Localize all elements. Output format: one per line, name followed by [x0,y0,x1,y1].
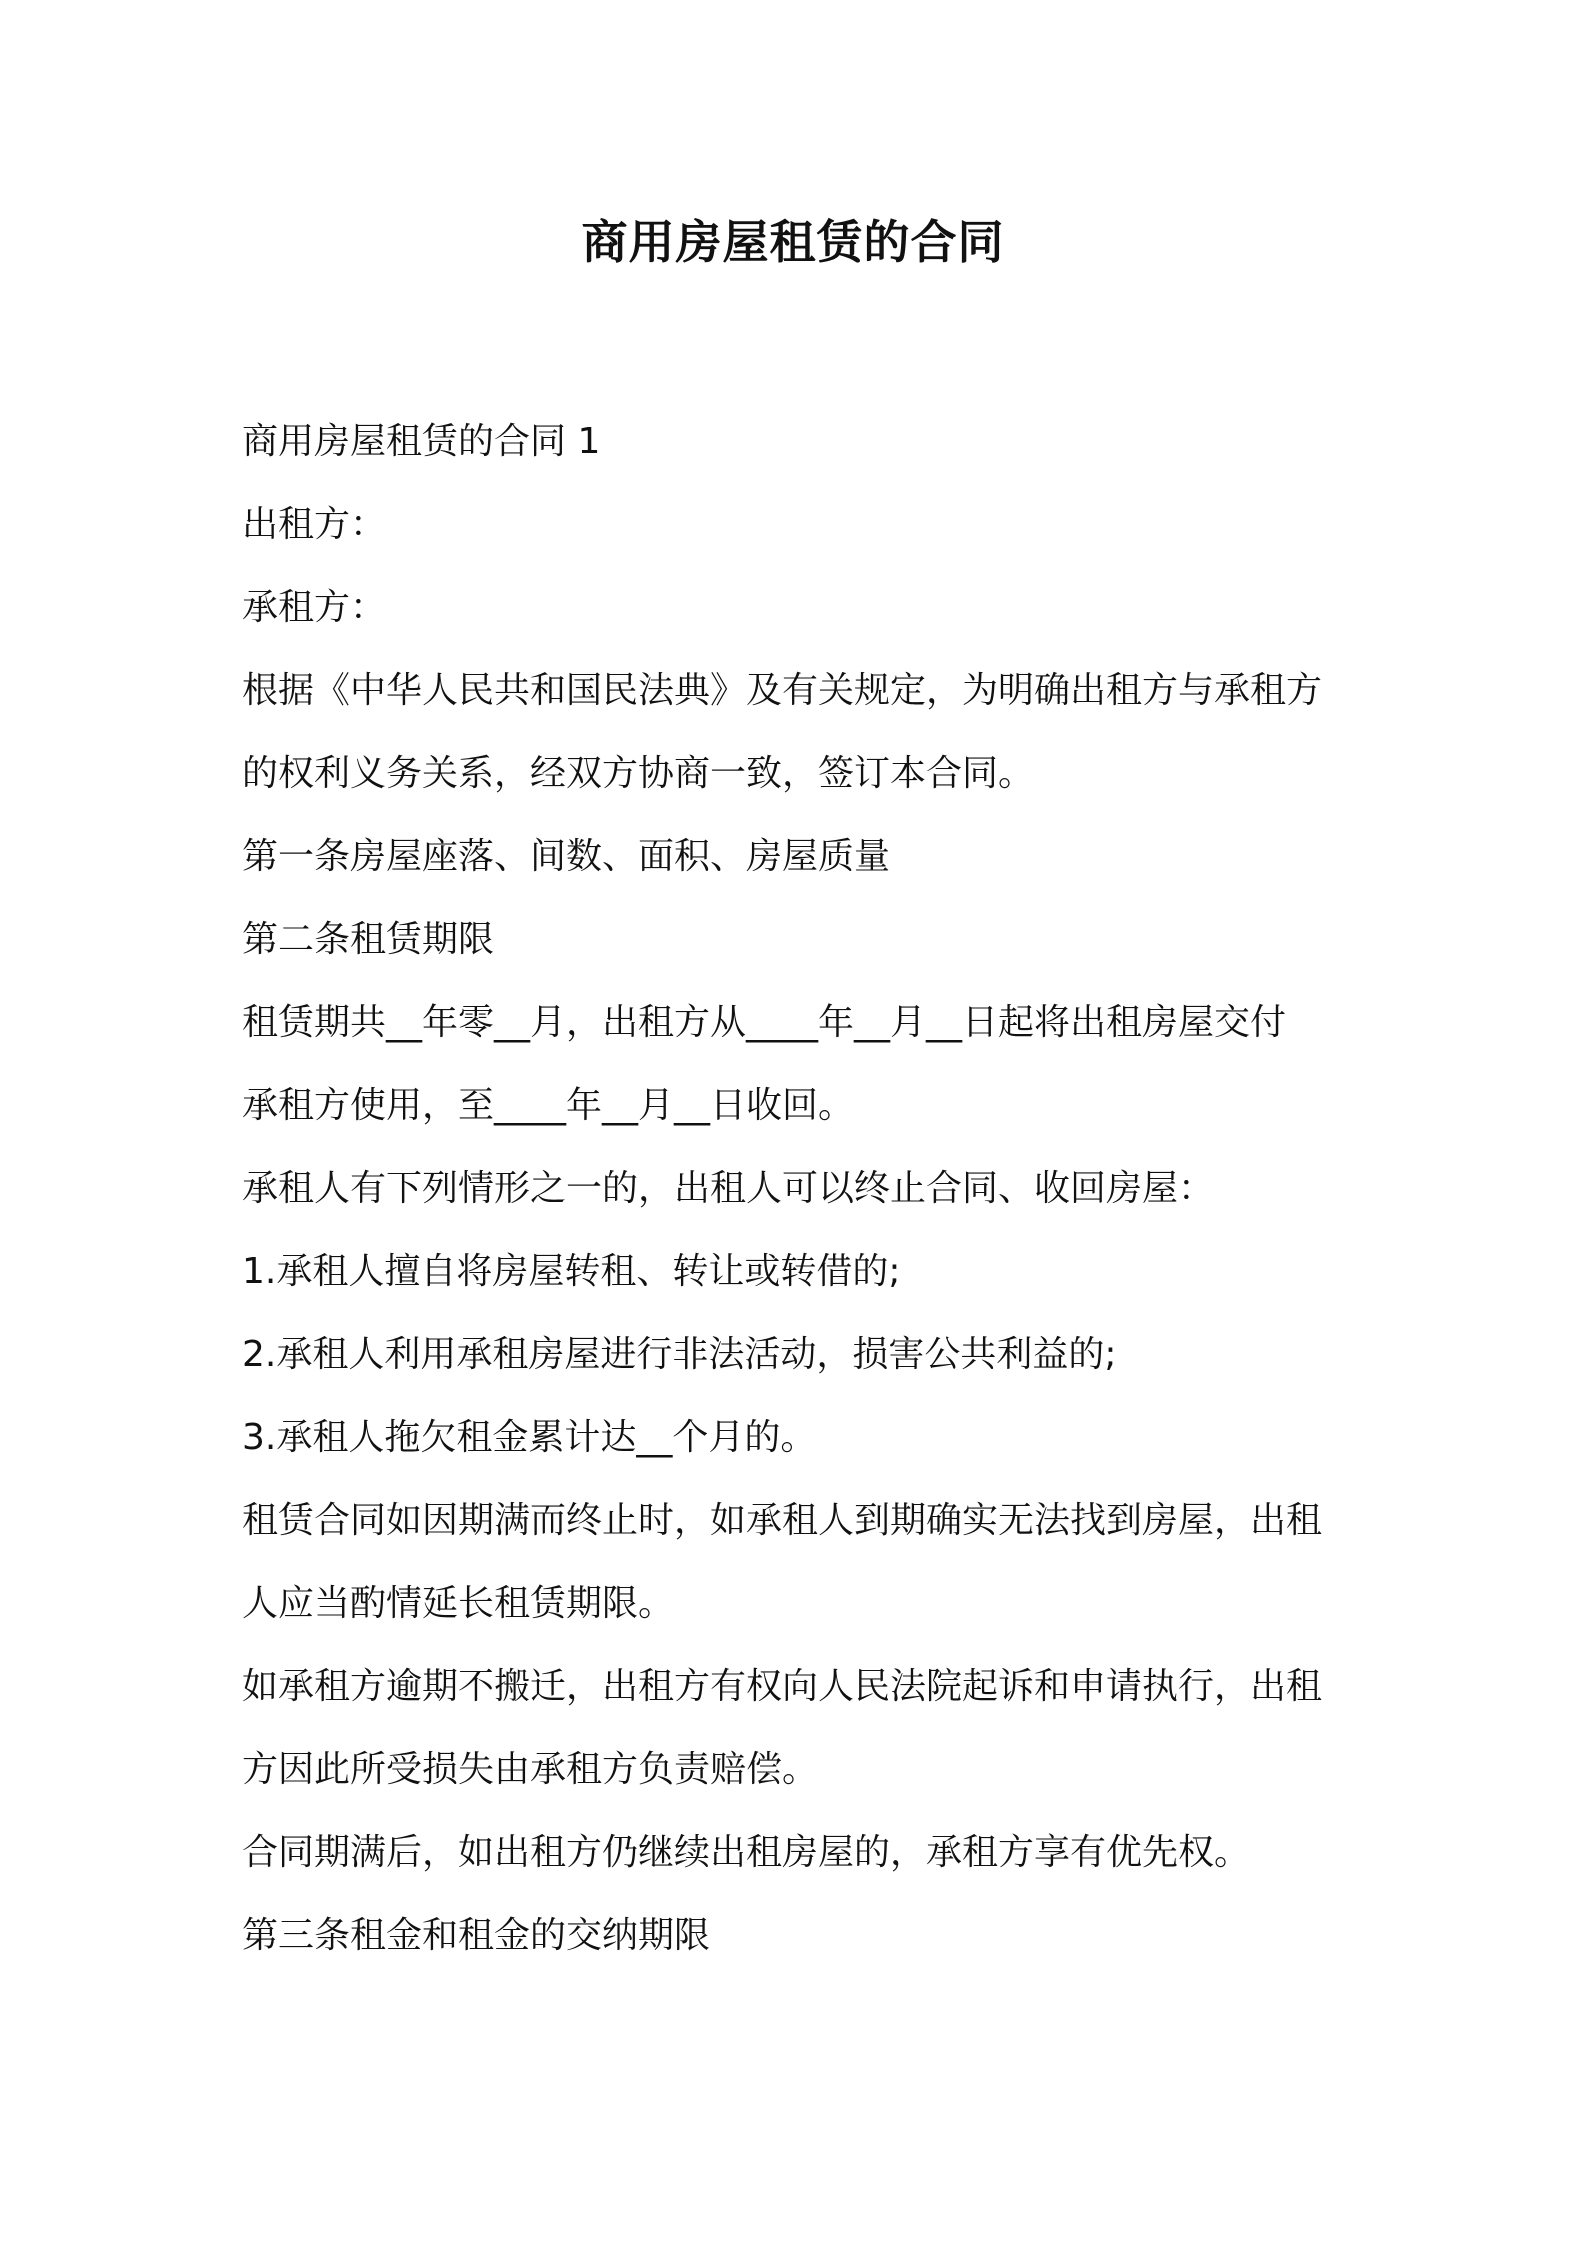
article-2-heading: 第二条租赁期限 [242,919,495,960]
preamble-line-2: 的权利义务关系，经双方协商一致，签订本合同。 [242,753,1035,794]
lessor-line: 出租方： [242,504,387,545]
overdue-line-2: 方因此所受损失由承租方负责赔偿。 [242,1749,819,1790]
priority-line: 合同期满后，如出租方仍继续出租房屋的，承租方享有优先权。 [242,1832,1251,1873]
termination-intro: 承租人有下列情形之一的，出租人可以终止合同、收回房屋： [242,1168,1215,1209]
document-title: 商用房屋租赁的合同 [581,215,1005,269]
document-body [242,412,1352,1989]
subtitle-line: 商用房屋租赁的合同 1 [242,421,601,462]
preamble-line-1: 根据《中华人民共和国民法典》及有关规定，为明确出租方与承租方 [242,670,1323,711]
termination-item-3: 3.承租人拖欠租金累计达__个月的。 [242,1417,817,1458]
overdue-line-1: 如承租方逾期不搬迁，出租方有权向人民法院起诉和申请执行，出租 [242,1666,1323,1707]
expiry-line-2: 人应当酌情延长租赁期限。 [242,1583,675,1624]
expiry-line-1: 租赁合同如因期满而终止时，如承租人到期确实无法找到房屋，出租 [242,1500,1323,1541]
term-line-1: 租赁期共__年零__月，出租方从____年__月__日起将出租房屋交付 [242,1002,1287,1043]
term-line-2: 承租方使用，至____年__月__日收回。 [242,1085,855,1126]
article-3-heading: 第三条租金和租金的交纳期限 [242,1915,711,1956]
termination-item-2: 2.承租人利用承租房屋进行非法活动，损害公共利益的; [242,1334,1117,1375]
termination-item-1: 1.承租人擅自将房屋转租、转让或转借的; [242,1251,901,1292]
lessee-line: 承租方： [242,587,387,628]
article-1-heading: 第一条房屋座落、间数、面积、房屋质量 [242,836,891,877]
